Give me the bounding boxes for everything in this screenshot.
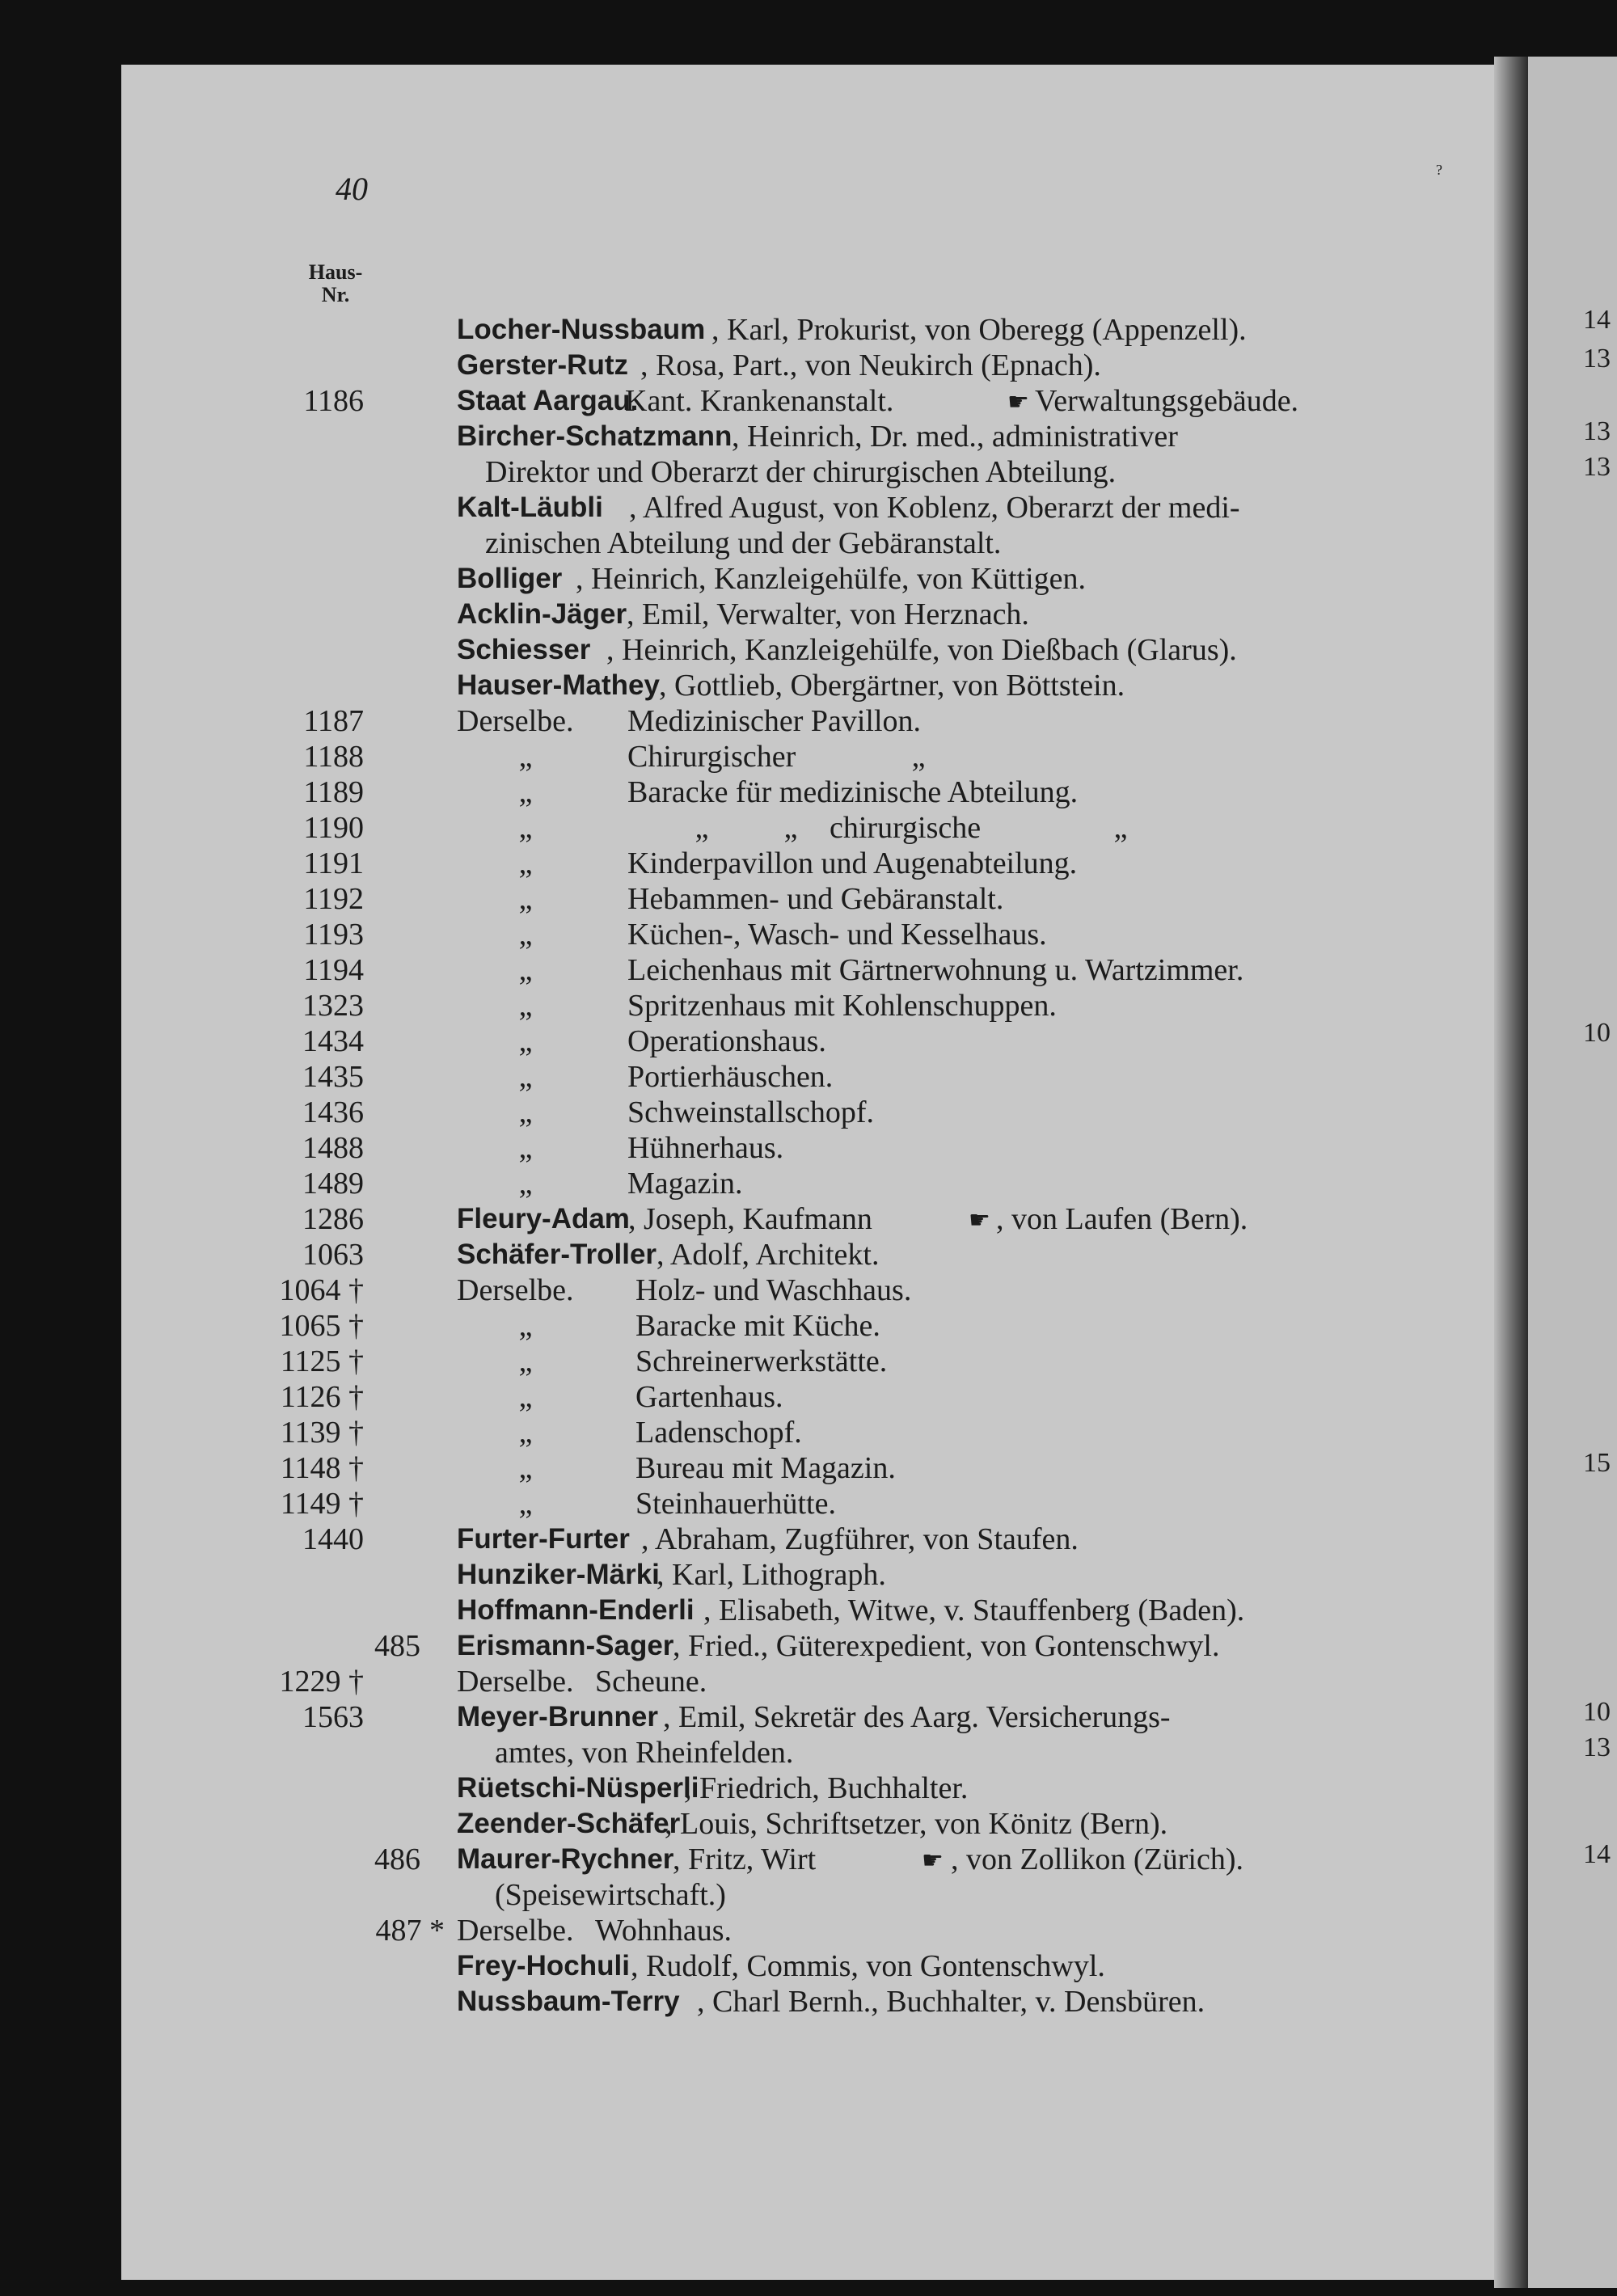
house-number: 1488 [302, 1131, 364, 1165]
ditto-mark: „ [518, 740, 533, 774]
building-description: Küchen-, Wasch- und Kesselhaus. [627, 918, 1047, 952]
house-number: 1286 [302, 1202, 364, 1236]
building-description: Scheune. [595, 1665, 707, 1699]
building-description: Baracke mit Küche. [635, 1309, 880, 1343]
entry-name: Hunziker-Märki [457, 1559, 660, 1590]
ditto-mark: „ [518, 1060, 533, 1094]
building-description: Chirurgischer [627, 740, 796, 774]
house-number: 1192 [303, 882, 364, 916]
building-description: Kinderpavillon und Augenabteilung. [627, 846, 1078, 880]
ditto-mark: „ [518, 953, 533, 987]
entry-text: , Fried., Güterexpedient, von Gontenschwyl. [673, 1629, 1220, 1663]
house-number: 1563 [302, 1700, 364, 1734]
entry-text: , Rudolf, Commis, von Gontenschwyl. [631, 1949, 1105, 1983]
ditto-mark: „ [518, 811, 533, 845]
entry-name: Erismann-Sager [457, 1630, 674, 1661]
entry-name: Kalt-Läubli [457, 492, 603, 523]
entry-name: Zeender-Schäfer [457, 1808, 681, 1839]
building-description: Operationshaus. [627, 1024, 826, 1058]
building-description: Schweinstallschopf. [627, 1095, 875, 1129]
entry-text: Kant. Krankenanstalt. [625, 384, 894, 418]
house-number: 1186 [303, 384, 364, 418]
house-number: 485 [374, 1629, 420, 1663]
margin-number: 13 [1583, 416, 1611, 446]
entry-text: , Fritz, Wirt [673, 1842, 817, 1876]
house-number: 1148 † [280, 1451, 364, 1485]
ditto-mark: „ [518, 918, 533, 952]
entry-text: , Adolf, Architekt. [657, 1238, 880, 1272]
building-description: Ladenschopf. [635, 1416, 802, 1450]
entry-name: Schiesser [457, 634, 591, 665]
entry-lead: Derselbe. [457, 1914, 574, 1948]
entry-text: , Charl Bernh., Buchhalter, v. Densbüren. [697, 1985, 1205, 2019]
pointing-hand-icon: ☛ [922, 1847, 944, 1875]
entry-name: Staat Aargau. [457, 385, 639, 416]
entry-text: , Louis, Schriftsetzer, von Könitz (Bern). [665, 1807, 1168, 1841]
entry-continuation: zinischen Abteilung und der Gebäranstalt. [485, 526, 1002, 560]
building-description: Spritzenhaus mit Kohlenschuppen. [627, 989, 1057, 1023]
building-description: Wohnhaus. [595, 1914, 732, 1948]
entry-lead: Derselbe. [457, 1273, 574, 1307]
house-number: 1191 [303, 846, 364, 880]
ditto-mark: „ [518, 1024, 533, 1058]
entry-text: , Heinrich, Dr. med., administrativer [732, 420, 1178, 454]
margin-number: 13 [1583, 1733, 1611, 1762]
house-number: 1323 [302, 989, 364, 1023]
entry-name: Gerster-Rutz [457, 349, 628, 381]
ditto-mark: „ [518, 1344, 533, 1378]
house-number: 487 * [375, 1914, 445, 1948]
building-description: Bureau mit Magazin. [635, 1451, 896, 1485]
entry-text: , Karl, Prokurist, von Oberegg (Appenzell). [711, 313, 1247, 347]
ditto-mark: „ [518, 1416, 533, 1450]
house-number: 1063 [302, 1238, 364, 1272]
entry-name: Furter-Furter [457, 1523, 630, 1555]
entry-text: , Emil, Verwalter, von Herznach. [627, 597, 1029, 631]
ditto-mark: „ [518, 1131, 533, 1165]
ditto-mark: „ [518, 1095, 533, 1129]
entry-name: Rüetschi-Nüsperli [457, 1772, 699, 1804]
building-description: Portierhäuschen. [627, 1060, 834, 1094]
next-page-edge [1528, 57, 1617, 2288]
entry-lead: Derselbe. [457, 704, 574, 738]
ditto-mark: „ [518, 1451, 533, 1485]
building-description: Baracke für medizinische Abteilung. [627, 775, 1079, 809]
house-number: 1065 † [279, 1309, 364, 1343]
house-number: 1194 [303, 953, 364, 987]
building-description: Leichenhaus mit Gärtnerwohnung u. Wartzimmer. [627, 953, 1244, 987]
ditto-mark: „ [518, 989, 533, 1023]
entry-name: Meyer-Brunner [457, 1701, 658, 1733]
ditto-mark: „ [518, 775, 533, 809]
entry-text: , Alfred August, von Koblenz, Oberarzt der medi- [629, 491, 1240, 525]
house-number: 1440 [302, 1522, 364, 1556]
entry-text: , Gottlieb, Obergärtner, von Böttstein. [659, 669, 1125, 703]
pointing-hand-icon: ☛ [969, 1206, 990, 1235]
margin-number: 14 [1583, 305, 1611, 335]
ditto-mark: „ [518, 1309, 533, 1343]
entry-name: Acklin-Jäger [457, 598, 627, 630]
house-number: 1126 † [280, 1380, 364, 1414]
entry-text: , Joseph, Kaufmann [628, 1202, 872, 1236]
entry-name: Locher-Nussbaum [457, 314, 706, 345]
entry-text: , Rosa, Part., von Neukirch (Epnach). [640, 348, 1101, 382]
building-description: Steinhauerhütte. [635, 1487, 836, 1521]
house-number: 1125 † [280, 1344, 364, 1378]
entry-continuation: amtes, von Rheinfelden. [495, 1736, 794, 1770]
entry-name: Maurer-Rychner [457, 1843, 674, 1875]
margin-number: 15 [1583, 1448, 1611, 1478]
entry-name: Fleury-Adam [457, 1203, 630, 1235]
ditto-mark: „ [518, 1380, 533, 1414]
entry-text: , Heinrich, Kanzleigehülfe, von Dießbach (Glarus). [606, 633, 1237, 667]
margin-number: 14 [1583, 1839, 1611, 1869]
building-description: Magazin. [627, 1167, 743, 1201]
ditto-mark: „ [911, 740, 926, 774]
ditto-mark: „ [518, 1167, 533, 1201]
ditto-mark: „ [518, 846, 533, 880]
building-description: Medizinischer Pavillon. [627, 704, 922, 738]
building-description: Schreinerwerkstätte. [635, 1344, 888, 1378]
entry-text: , Abraham, Zugführer, von Staufen. [641, 1522, 1079, 1556]
entry-name: Schäfer-Troller [457, 1239, 657, 1270]
entry-name: Bircher-Schatzmann [457, 420, 733, 452]
entry-text: , Karl, Lithograph. [657, 1558, 886, 1592]
pointing-hand-icon: ☛ [1007, 388, 1029, 416]
building-description: Gartenhaus. [635, 1380, 783, 1414]
house-number: 1189 [303, 775, 364, 809]
entry-name: Bolliger [457, 563, 563, 594]
entry-lead: Derselbe. [457, 1665, 574, 1699]
entry-name: Nussbaum-Terry [457, 1986, 680, 2017]
entry-text: Verwaltungsgebäude. [1035, 384, 1299, 418]
page-number: 40 [336, 171, 368, 207]
ditto-mark: „ [1113, 811, 1128, 845]
column-header-nr: Nr. [321, 283, 350, 306]
house-number: 1435 [302, 1060, 364, 1094]
ditto-mark: „ [518, 1487, 533, 1521]
building-description: Hebammen- und Gebäranstalt. [627, 882, 1004, 916]
margin-number: 10 [1583, 1697, 1611, 1727]
building-description: chirurgische [830, 811, 982, 845]
entry-name: Hoffmann-Enderli [457, 1594, 695, 1626]
margin-number: 13 [1583, 452, 1611, 482]
house-number: 1064 † [279, 1273, 364, 1307]
column-header-haus: Haus- [308, 260, 363, 284]
entry-text: , Friedrich, Buchhalter. [684, 1771, 969, 1805]
ditto-mark: „ [783, 811, 798, 845]
margin-number: 13 [1583, 344, 1611, 374]
ditto-mark: „ [695, 811, 709, 845]
house-number: 1489 [302, 1167, 364, 1201]
margin-number: 10 [1583, 1018, 1611, 1048]
house-number: 486 [374, 1842, 420, 1876]
house-number: 1436 [302, 1095, 364, 1129]
entry-text: , von Laufen (Bern). [996, 1202, 1248, 1236]
entry-text: , Emil, Sekretär des Aarg. Versicherungs- [663, 1700, 1171, 1734]
house-number: 1149 † [280, 1487, 364, 1521]
entry-continuation: Direktor und Oberarzt der chirurgischen Abteilung. [485, 455, 1117, 489]
building-description: Hühnerhaus. [627, 1131, 784, 1165]
entry-name: Hauser-Mathey [457, 669, 660, 701]
entry-name: Frey-Hochuli [457, 1950, 630, 1982]
building-description: Holz- und Waschhaus. [635, 1273, 912, 1307]
book-gutter [1494, 57, 1528, 2288]
entry-continuation: (Speisewirtschaft.) [495, 1878, 726, 1912]
house-number: 1434 [302, 1024, 364, 1058]
house-number: 1229 † [279, 1665, 364, 1699]
house-number: 1188 [303, 740, 364, 774]
entry-text: , Elisabeth, Witwe, v. Stauffenberg (Baden). [703, 1593, 1245, 1627]
handwritten-mark: ? [1436, 162, 1442, 178]
house-number: 1139 † [280, 1416, 364, 1450]
house-number: 1190 [303, 811, 364, 845]
house-number: 1193 [303, 918, 364, 952]
entry-text: , Heinrich, Kanzleigehülfe, von Küttigen. [576, 562, 1087, 596]
entry-text: , von Zollikon (Zürich). [951, 1842, 1243, 1876]
house-number: 1187 [303, 704, 364, 738]
ditto-mark: „ [518, 882, 533, 916]
